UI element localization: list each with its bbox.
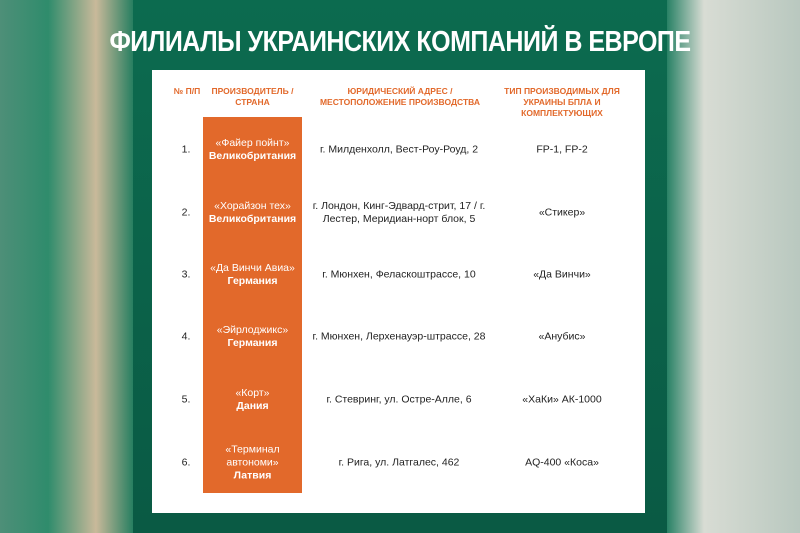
country-name: Латвия: [233, 469, 272, 482]
row-number-text: 4.: [181, 330, 191, 343]
row-manufacturer: [203, 200, 302, 226]
drone-type-text: «Да Винчи»: [533, 268, 591, 281]
country-name: Германия: [227, 337, 278, 349]
country-name: Дания: [236, 400, 269, 412]
row-type: [497, 269, 627, 282]
address-text: г. Лондон, Кинг-Эдвард-стрит, 17 / г. Лестер, Меридиан-норт блок, 5: [312, 200, 486, 225]
address-text: г. Рига, ул. Латгалес, 462: [338, 456, 460, 469]
row-number: [170, 457, 202, 470]
row-number: [170, 394, 202, 407]
header-manufacturer: ПРОИЗВОДИТЕЛЬ / СТРАНА: [211, 86, 294, 107]
row-manufacturer: [203, 387, 302, 413]
drone-type-text: «Анубис»: [538, 330, 586, 343]
header-address: ЮРИДИЧЕСКИЙ АДРЕС / МЕСТОПОЛОЖЕНИЕ ПРОИЗВОДСТВА: [319, 86, 481, 107]
drone-type-text: «ХаКи» АК-1000: [522, 393, 602, 406]
row-manufacturer: [203, 444, 302, 483]
row-manufacturer: [203, 262, 302, 288]
row-address: [304, 200, 494, 226]
row-manufacturer: [203, 137, 302, 163]
row-address: [304, 394, 494, 407]
country-name: Германия: [227, 275, 278, 287]
row-type: [497, 331, 627, 344]
company-name: «Файер пойнт»: [215, 137, 290, 149]
company-name: «Терминал автономи»: [225, 443, 280, 469]
row-address: [304, 331, 494, 344]
drone-type-text: AQ-400 «Коса»: [525, 456, 599, 469]
country-name: Великобритания: [208, 150, 297, 162]
row-type: [497, 207, 627, 220]
drone-type-text: «Стикер»: [538, 206, 586, 219]
row-number-text: 6.: [181, 456, 191, 469]
row-number: [170, 269, 202, 282]
row-number: [170, 207, 202, 220]
drone-type-text: FP-1, FP-2: [536, 143, 588, 156]
row-manufacturer: [203, 324, 302, 350]
company-name: «Эйрлоджикс»: [216, 324, 289, 336]
row-address: [304, 269, 494, 282]
row-type: [497, 457, 627, 470]
table-card: [152, 70, 645, 513]
address-text: г. Милденхолл, Вест-Роу-Роуд, 2: [319, 143, 479, 156]
row-address: [304, 144, 494, 157]
address-text: г. Мюнхен, Феласкоштрассе, 10: [322, 268, 476, 281]
address-text: г. Стевринг, ул. Остре-Алле, 6: [326, 393, 472, 406]
address-text: г. Мюнхен, Лерхенауэр-штрассе, 28: [312, 330, 486, 343]
company-name: «Хорайзон тех»: [214, 200, 291, 212]
company-name: «Да Винчи Авиа»: [210, 262, 295, 274]
row-address: [304, 457, 494, 470]
row-number-text: 3.: [181, 268, 191, 281]
header-type: ТИП ПРОИЗВОДИМЫХ ДЛЯ УКРАИНЫ БПЛА И КОМПЛЕКТУЮЩИХ: [504, 86, 620, 118]
row-number-text: 1.: [181, 143, 191, 156]
page-title: ФИЛИАЛЫ УКРАИНСКИХ КОМПАНИЙ В ЕВРОПЕ: [109, 25, 691, 59]
row-type: [497, 394, 627, 407]
row-number: [170, 144, 202, 157]
company-name: «Корт»: [235, 387, 270, 399]
manufacturer-column-highlight: [203, 117, 302, 493]
row-number: [170, 331, 202, 344]
row-number-text: 2.: [181, 206, 191, 219]
country-name: Великобритания: [208, 213, 297, 225]
header-num: № П/П: [173, 86, 201, 96]
row-type: [497, 144, 627, 157]
row-number-text: 5.: [181, 393, 191, 406]
